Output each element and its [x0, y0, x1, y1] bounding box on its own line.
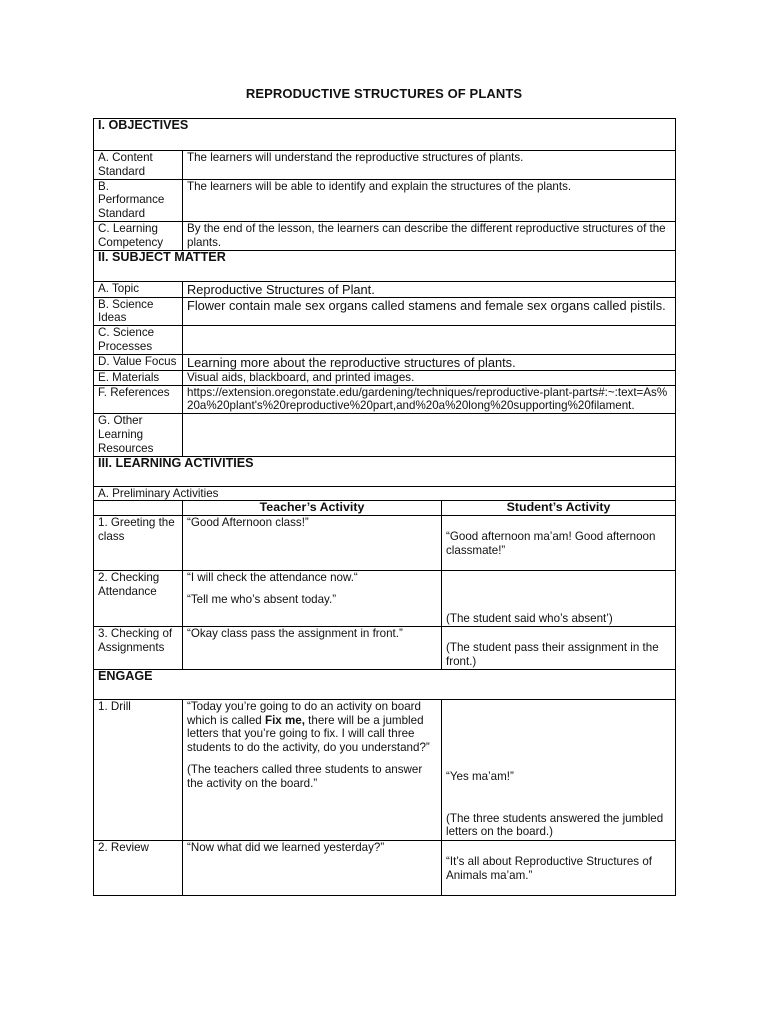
teacher-text: “Tell me who’s absent today.” — [187, 592, 337, 606]
table-row — [94, 486, 676, 501]
activity-name: Fix me, — [264, 713, 305, 727]
section-heading: II. SUBJECT MATTER — [94, 250, 676, 281]
row-text: Flower contain male sex organs called stamens and female sex organs called pistils. — [183, 297, 676, 326]
row-label: C. Science Processes — [94, 326, 183, 355]
reference-link[interactable]: https://extension.oregonstate.edu/gardening/techniques/reproductive-plant-parts#:~:text=As%20a%20plant's%20reproductive%20part,and%20a%20long%20supporting%20filament. — [183, 385, 676, 414]
table-row — [94, 385, 676, 414]
row-text: Reproductive Structures of Plant. — [183, 281, 676, 297]
section-heading: III. LEARNING ACTIVITIES — [94, 456, 676, 486]
row-label: A. Content Standard — [94, 151, 183, 180]
section-heading: ENGAGE — [94, 669, 676, 699]
student-text: “Good afternoon ma’am! Good afternoon classmate!” — [446, 530, 656, 557]
document-title: REPRODUCTIVE STRUCTURES OF PLANTS — [245, 86, 523, 101]
row-text: Visual aids, blackboard, and printed images. — [183, 370, 676, 385]
section-engage — [94, 669, 676, 699]
sub-heading: A. Preliminary Activities — [94, 486, 676, 501]
row-label: 2. Review — [94, 840, 183, 895]
row-label: E. Materials — [94, 370, 183, 385]
teacher-activity: “Okay class pass the assignment in front.” — [183, 627, 442, 670]
student-activity: (The student said who’s absent’) — [442, 571, 676, 627]
table-row — [94, 571, 676, 627]
teacher-activity — [183, 699, 442, 840]
teacher-text: “Today you’re going to do an activity on board which is called Fix me, there will be a jumbled letters that you’re going to fix. I will call three students to do the activity, do you understand?” — [187, 699, 430, 755]
row-label: 1. Drill — [94, 699, 183, 840]
empty-header-cell — [94, 501, 183, 516]
table-row — [94, 281, 676, 297]
table-row — [94, 699, 676, 840]
row-label: 1. Greeting the class — [94, 516, 183, 571]
teacher-activity: “Good Afternoon class!” — [183, 516, 442, 571]
row-label: F. References — [94, 385, 183, 414]
table-row — [94, 354, 676, 370]
student-activity — [442, 627, 676, 670]
row-text — [183, 414, 676, 456]
teacher-column-header: Teacher’s Activity — [183, 501, 442, 516]
table-row — [94, 840, 676, 895]
student-text: “It’s all about Reproductive Structures of Animals ma’am.” — [446, 854, 652, 882]
table-row — [94, 221, 676, 250]
lesson-plan-table — [93, 118, 676, 896]
table-row — [94, 370, 676, 385]
teacher-activity: “Now what did we learned yesterday?” — [183, 840, 442, 895]
row-text: The learners will be able to identify and explain the structures of the plants. — [183, 179, 676, 221]
table-row — [94, 151, 676, 180]
section-objectives — [94, 119, 676, 151]
table-row — [94, 179, 676, 221]
table-row — [94, 516, 676, 571]
table-row — [94, 297, 676, 326]
student-activity — [442, 516, 676, 571]
teacher-activity — [183, 571, 442, 627]
row-label: 3. Checking of Assignments — [94, 627, 183, 670]
row-label: C. Learning Competency — [94, 221, 183, 250]
table-row — [94, 326, 676, 355]
table-row — [94, 627, 676, 670]
student-activity — [442, 840, 676, 895]
table-row — [94, 414, 676, 456]
row-label: 2. Checking Attendance — [94, 571, 183, 627]
student-text: (The student pass their assignment in the front.) — [446, 641, 659, 668]
row-label: B. Performance Standard — [94, 179, 183, 221]
student-text: (The three students answered the jumbled letters on the board.) — [446, 811, 664, 839]
row-label: A. Topic — [94, 281, 183, 297]
row-label: B. Science Ideas — [94, 297, 183, 326]
student-activity — [442, 699, 676, 840]
teacher-text: “I will check the attendance now.“ — [187, 571, 358, 585]
teacher-text: (The teachers called three students to answer the activity on the board.” — [187, 762, 423, 790]
row-text: By the end of the lesson, the learners can describe the different reproductive structures of the plants. — [183, 221, 676, 250]
student-text: “Yes ma’am!” — [446, 769, 514, 783]
section-learning-activities — [94, 456, 676, 486]
column-header-row — [94, 501, 676, 516]
section-subject-matter — [94, 250, 676, 281]
student-column-header: Student’s Activity — [442, 501, 676, 516]
row-text: Learning more about the reproductive structures of plants. — [183, 354, 676, 370]
row-text: The learners will understand the reproductive structures of plants. — [183, 151, 676, 180]
row-label: D. Value Focus — [94, 354, 183, 370]
row-text — [183, 326, 676, 355]
section-heading: I. OBJECTIVES — [94, 119, 676, 151]
row-label: G. Other Learning Resources — [94, 414, 183, 456]
